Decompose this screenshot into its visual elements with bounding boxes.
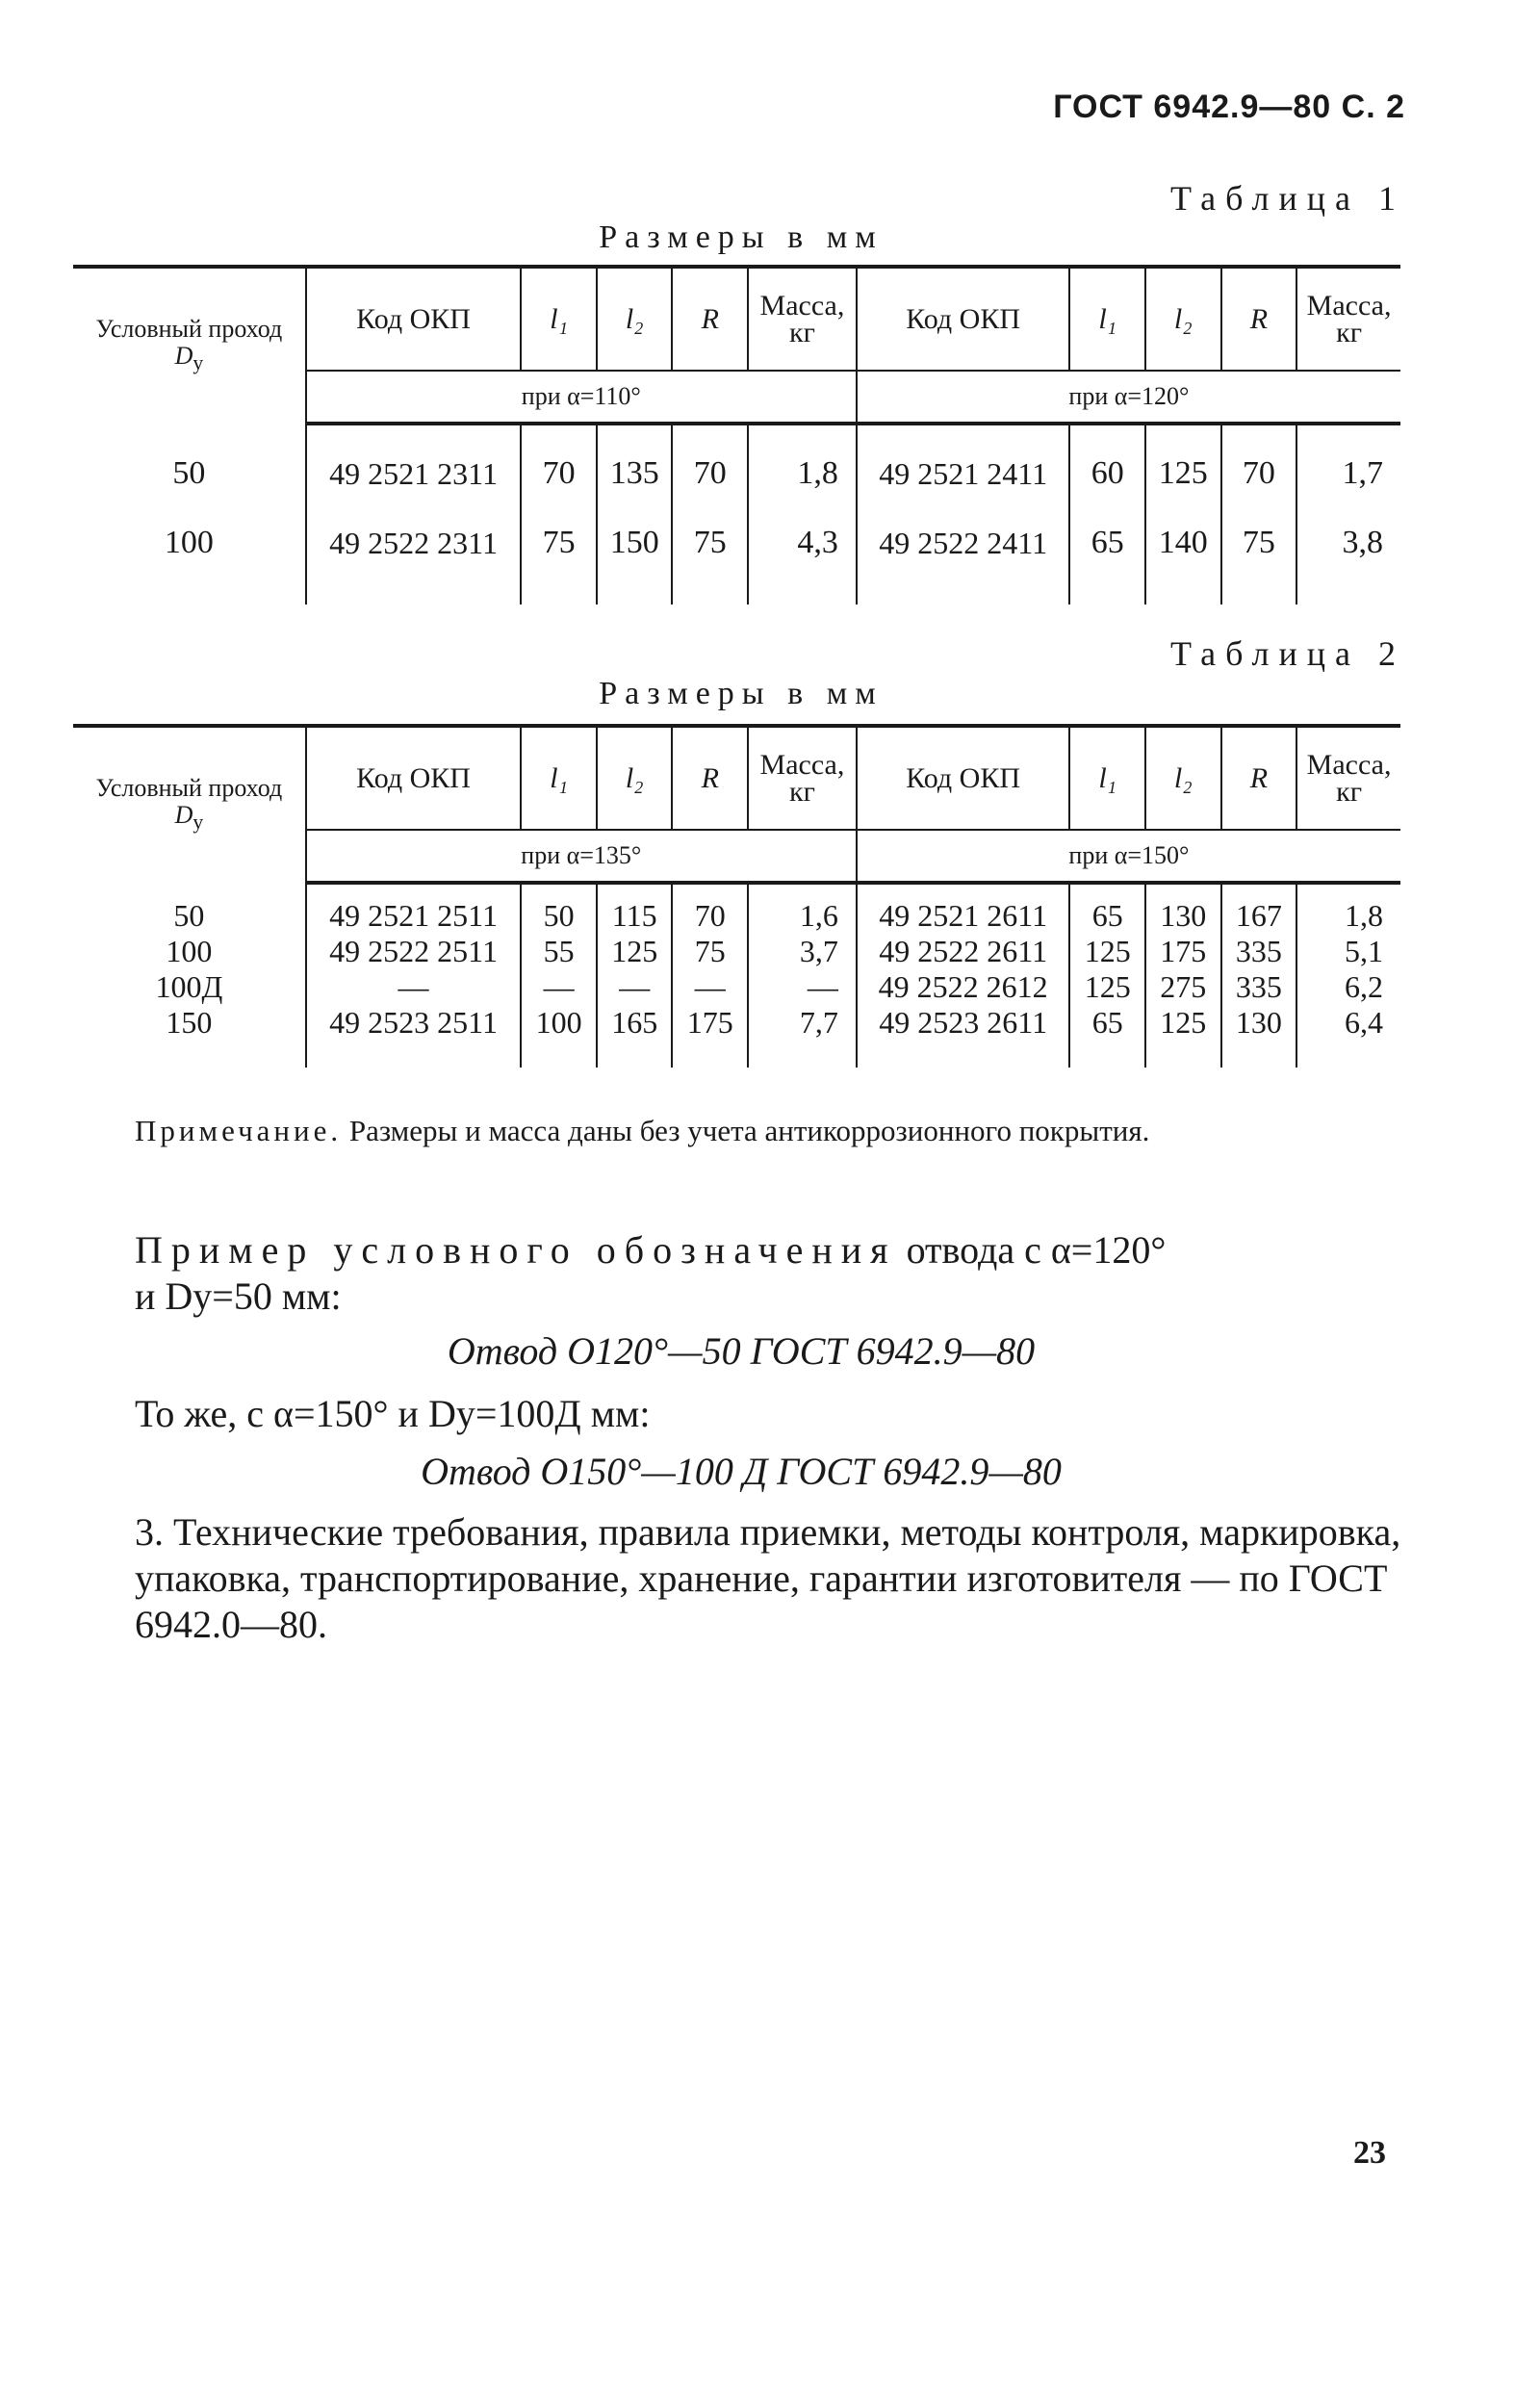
angle-left: при α=135° xyxy=(306,830,857,883)
designation-1: Отвод О120°—50 ГОСТ 6942.9—80 xyxy=(447,1329,1036,1373)
l1-header: l₁ xyxy=(1069,267,1145,371)
table-row: 150 49 2523 2511 100 165 175 7,7 49 2523 2611 65 125 130 6,4 xyxy=(73,1005,1400,1041)
table-row: 100 49 2522 2311 75 150 75 4,3 49 2522 2411 65 140 75 3,8 xyxy=(73,508,1400,578)
table-row: 50 49 2521 2311 70 135 70 1,8 49 2521 2411 60 125 70 1,7 xyxy=(73,439,1400,508)
example-paragraph xyxy=(135,1227,1415,1320)
table-note xyxy=(135,1112,1405,1150)
page-number: 23 xyxy=(1353,2135,1386,2171)
mass-header: Масса, кг xyxy=(748,726,857,830)
table-row: 50 49 2521 2511 50 115 70 1,6 49 2521 2611 65 130 167 1,8 xyxy=(73,898,1400,934)
dy-header: Условный проход $D_у$ xyxy=(73,267,306,424)
l2-header: l₂ xyxy=(1145,726,1221,830)
r-header: R xyxy=(1221,267,1297,371)
table2-caption: Таблица 2 xyxy=(1170,634,1405,673)
code-header: Код ОКП xyxy=(857,726,1070,830)
l2-header: l₂ xyxy=(597,267,673,371)
table2-dimensions: Размеры в мм xyxy=(599,676,884,711)
angle-left: при α=110° xyxy=(306,371,857,424)
angle-right: при α=120° xyxy=(857,371,1400,424)
mass-header: Масса, кг xyxy=(1296,726,1400,830)
table1-caption: Таблица 1 xyxy=(1170,179,1405,218)
l2-header: l₂ xyxy=(1145,267,1221,371)
l2-header: l₂ xyxy=(597,726,673,830)
note-text: Размеры и масса даны без учета антикоррозионного покрытия. xyxy=(348,1114,1150,1147)
code-header: Код ОКП xyxy=(306,267,522,371)
example-line2: и Dу=50 мм: xyxy=(135,1274,342,1318)
code-header: Код ОКП xyxy=(857,267,1070,371)
example-title: Пример условного обозначения xyxy=(135,1228,897,1272)
table1 xyxy=(73,265,1400,605)
note-lead: Примечание. xyxy=(135,1114,343,1147)
l1-header: l₁ xyxy=(1069,726,1145,830)
r-header: R xyxy=(1221,726,1297,830)
r-header: R xyxy=(672,267,748,371)
section-3: 3. Технические требования, правила приемки, методы контроля, маркировка, упаковка, транспортирование, хранение, гарантии изготовителя — по ГОСТ 6942.0—80. xyxy=(135,1510,1401,1646)
table2 xyxy=(73,724,1400,1068)
table1-dimensions: Размеры в мм xyxy=(599,219,884,255)
same-line: То же, с α=150° и Dу=100Д мм: xyxy=(135,1392,651,1435)
mass-header: Масса, кг xyxy=(1296,267,1400,371)
example-line1: отвода с α=120° xyxy=(906,1228,1167,1272)
l1-header: l₁ xyxy=(521,267,597,371)
designation-2: Отвод О150°—100 Д ГОСТ 6942.9—80 xyxy=(421,1450,1062,1493)
r-header: R xyxy=(672,726,748,830)
dy-header: Условный проход $D_у$ xyxy=(73,726,306,883)
l1-header: l₁ xyxy=(521,726,597,830)
table-row: 100Д — — — — — 49 2522 2612 125 275 335 6,2 xyxy=(73,969,1400,1005)
mass-header: Масса, кг xyxy=(748,267,857,371)
code-header: Код ОКП xyxy=(306,726,522,830)
angle-right: при α=150° xyxy=(857,830,1400,883)
table-row: 100 49 2522 2511 55 125 75 3,7 49 2522 2611 125 175 335 5,1 xyxy=(73,934,1400,969)
document-header: ГОСТ 6942.9—80 С. 2 xyxy=(1053,89,1405,125)
